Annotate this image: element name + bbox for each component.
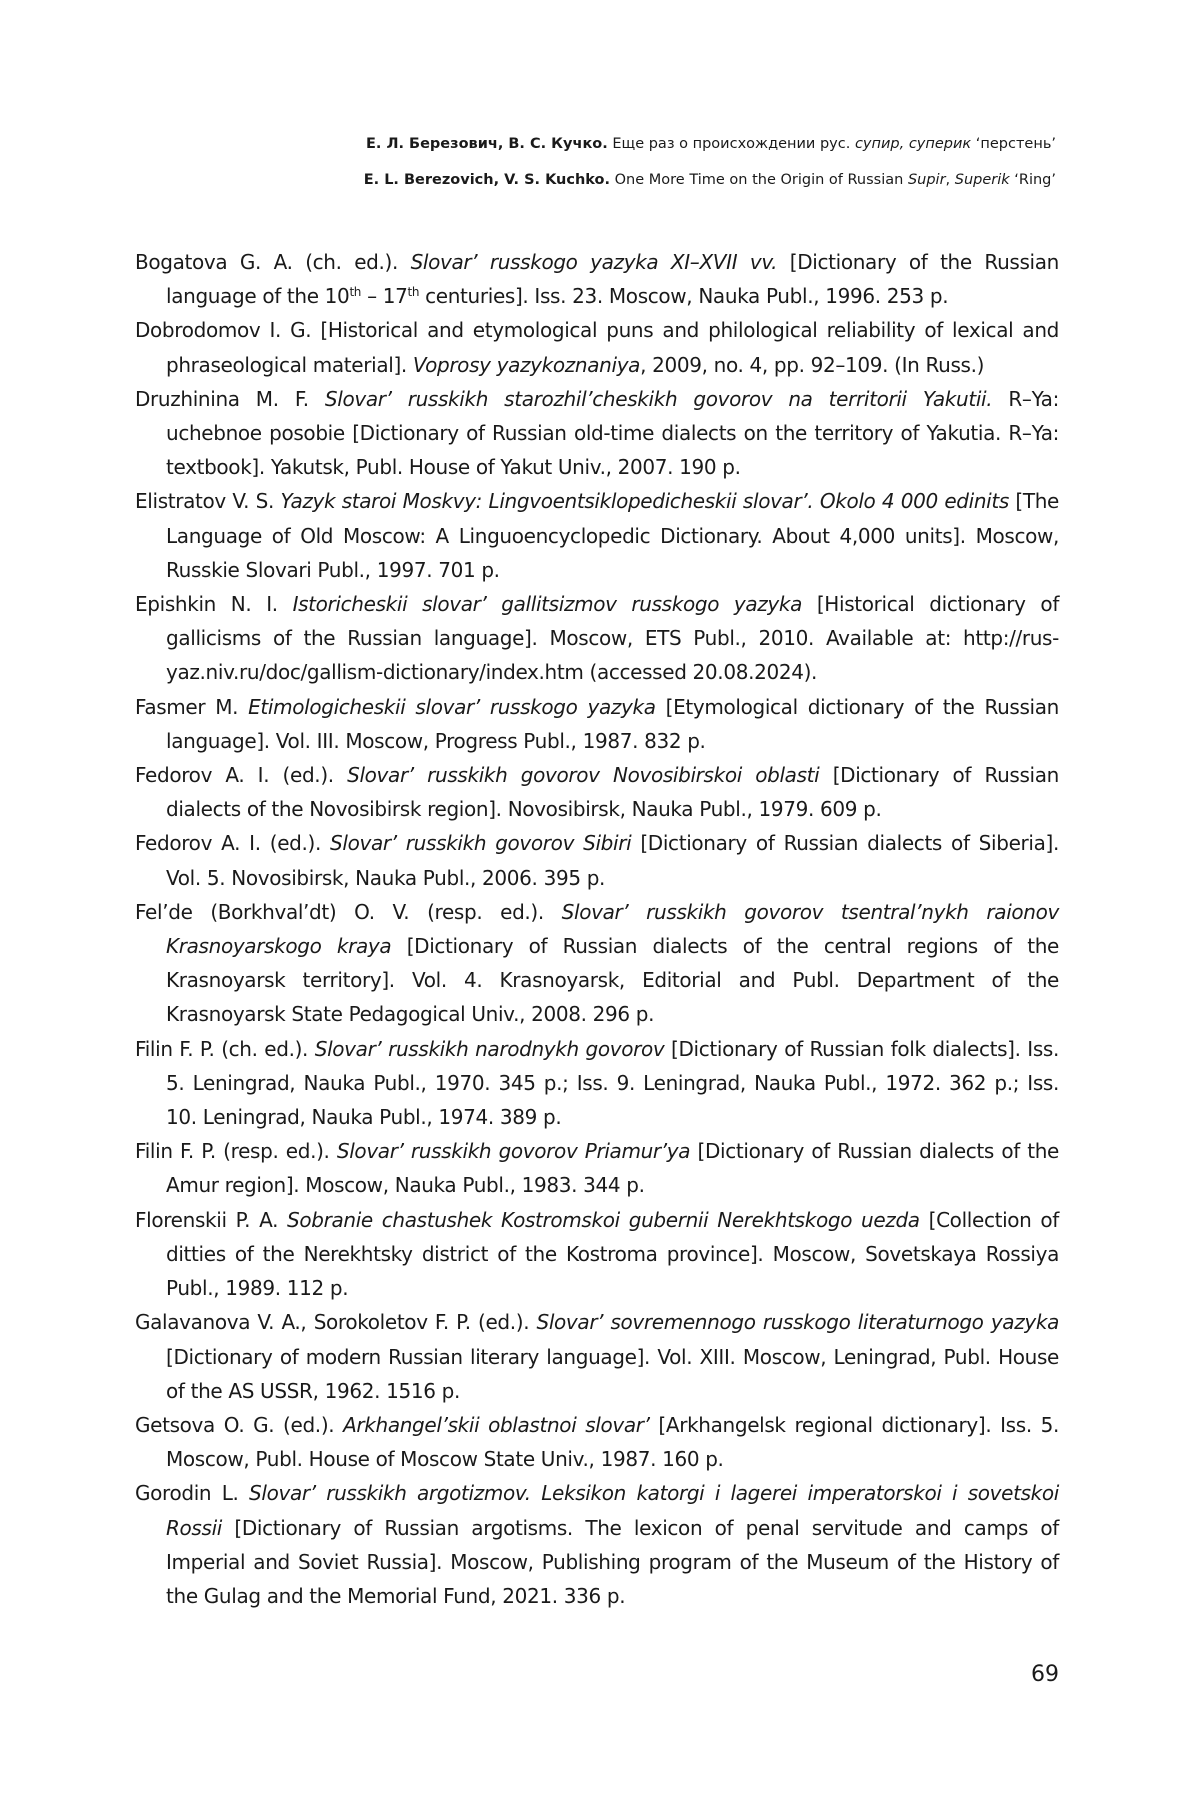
reference-entry: Druzhinina M. F. Slovar’ russkikh starozhil’cheskikh govorov na territorii Yakutii. R–Ya: uchebnoe posobie [Dictionary of Russian old-time dialects on the territory of Yakutia. R–Ya: textbook]. Yakutsk, Publ. House of Yakut Univ., 2007. 190 p.	[135, 386, 1059, 480]
russian-title-italic: супир, суперик	[854, 136, 972, 152]
reference-entry: Gorodin L. Slovar’ russkikh argotizmov. Leksikon katorgi i lagerei imperatorskoi i sovetskoi Rossii [Dictionary of Russian argotisms. The lexicon of penal servitude and camps of Imperial and Soviet Russia]. Moscow, Publishing program of the Museum of the History of the Gulag and the Memorial Fund, 2021. 336 p.	[135, 1481, 1060, 1608]
english-authors: E. L. Berezovich, V. S. Kuchko.	[363, 172, 611, 188]
running-head	[364, 126, 1056, 198]
english-title-part: One More Time on the Origin of Russian	[614, 172, 908, 188]
reference-entry: Fasmer M. Etimologicheskii slovar’ russkogo yazyka [Etymological dictionary of the Russian language]. Vol. III. Moscow, Progress Publ., 1987. 832 p.	[135, 694, 1059, 753]
running-head-russian	[364, 126, 1056, 162]
reference-entry: Galavanova V. A., Sorokoletov F. P. (ed.). Slovar’ sovremennogo russkogo literaturnogo yazyka [Dictionary of modern Russian literary language]. Vol. XIII. Moscow, Leningrad, Publ. House of the AS USSR, 1962. 1516 p.	[135, 1310, 1059, 1403]
reference-entry: Florenskii P. A. Sobranie chastushek Kostromskoi gubernii Nerekhtskogo uezda [Collection of ditties of the Nerekhtsky district of the Kostroma province]. Moscow, Sovetskaya Rossiya Publ., 1989. 112 p.	[135, 1207, 1059, 1301]
page-number: 69	[1031, 1662, 1059, 1687]
russian-title-part: ‘перстень’	[971, 136, 1056, 152]
reference-entry: Bogatova G. A. (ch. ed.). Slovar’ russkogo yazyka XI–XVII vv. [Dictionary of the Russian language of the 10th – 17th centuries]. Iss. 23. Moscow, Nauka Publ., 1996. 253 p.	[135, 250, 1059, 309]
english-title-part: ‘Ring’	[1009, 172, 1056, 188]
reference-entry: Dobrodomov I. G. [Historical and etymological puns and philological reliability of lexical and phraseological material]. Voprosy yazykoznaniya, 2009, no. 4, pp. 92–109. (In Russ.)	[135, 318, 1059, 377]
english-title-italic: Superik	[954, 172, 1010, 188]
reference-entry: Fel’de (Borkhval’dt) O. V. (resp. ed.). Slovar’ russkikh govorov tsentral’nykh raionov Krasnoyarskogo kraya [Dictionary of Russian dialects of the central regions of the Krasnoyarsk territory]. Vol. 4. Krasnoyarsk, Editorial and Publ. Department of the Krasnoyarsk State Pedagogical Univ., 2008. 296 p.	[135, 899, 1060, 1027]
reference-entry: Filin F. P. (ch. ed.). Slovar’ russkikh narodnykh govorov [Dictionary of Russian folk dialects]. Iss. 5. Leningrad, Nauka Publ., 1970. 345 p.; Iss. 9. Leningrad, Nauka Publ., 1972. 362 p.; Iss. 10. Leningrad, Nauka Publ., 1974. 389 p.	[135, 1036, 1059, 1130]
reference-entry: Filin F. P. (resp. ed.). Slovar’ russkikh govorov Priamur’ya [Dictionary of Russian dialects of the Amur region]. Moscow, Nauka Publ., 1983. 344 p.	[135, 1139, 1059, 1198]
russian-title-part: Еще раз о происхождении рус.	[612, 136, 855, 152]
reference-entry: Getsova O. G. (ed.). Arkhangel’skii oblastnoi slovar’ [Arkhangelsk regional dictionary]. Iss. 5. Moscow, Publ. House of Moscow State Univ., 1987. 160 p.	[135, 1412, 1059, 1472]
reference-list	[135, 245, 1059, 1613]
reference-entry: Elistratov V. S. Yazyk staroi Moskvy: Lingvoentsiklopedicheskii slovar’. Okolo 4 000 edinits [The Language of Old Moscow: A Linguoencyclopedic Dictionary. About 4,000 units]. Moscow, Russkie Slovari Publ., 1997. 701 p.	[135, 489, 1060, 582]
english-title-italic: Supir	[907, 172, 946, 188]
reference-entry: Epishkin N. I. Istoricheskii slovar’ gallitsizmov russkogo yazyka [Historical dictionary of gallicisms of the Russian language]. Moscow, ETS Publ., 2010. Available at: http://rus-yaz.niv.ru/doc/gallism-dictionary/index.htm (accessed 20.08.2024).	[135, 592, 1060, 685]
reference-entry: Fedorov A. I. (ed.). Slovar’ russkikh govorov Novosibirskoi oblasti [Dictionary of Russian dialects of the Novosibirsk region]. Novosibirsk, Nauka Publ., 1979. 609 p.	[135, 763, 1059, 822]
reference-entry: Fedorov A. I. (ed.). Slovar’ russkikh govorov Sibiri [Dictionary of Russian dialects of Siberia]. Vol. 5. Novosibirsk, Nauka Publ., 2006. 395 p.	[135, 831, 1059, 890]
running-head-english	[364, 162, 1056, 198]
english-title-part: ,	[945, 172, 955, 188]
russian-authors: Е. Л. Березович, В. С. Кучко.	[365, 136, 608, 152]
